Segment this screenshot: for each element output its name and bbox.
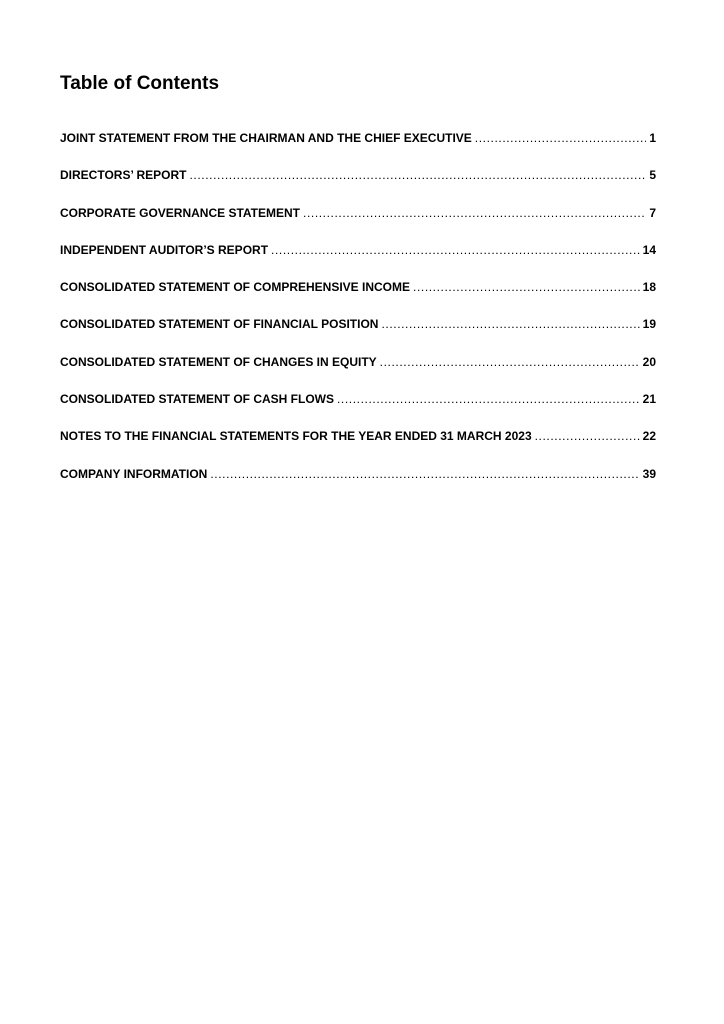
- toc-dot-leader: [189, 167, 646, 183]
- toc-page-number: 18: [642, 280, 656, 295]
- toc-entry-comprehensive-income[interactable]: [60, 279, 656, 316]
- toc-page-number: 1: [649, 131, 656, 145]
- toc-entry-cash-flows[interactable]: [60, 391, 656, 428]
- toc-entry-directors-report[interactable]: [60, 167, 656, 204]
- toc-dot-leader: [413, 279, 640, 295]
- toc-page-number: 7: [649, 205, 656, 220]
- page-title: Table of Contents: [60, 73, 220, 94]
- toc-dot-leader: [210, 466, 639, 482]
- toc-page-number: 39: [642, 466, 656, 481]
- toc-entry-changes-in-equity[interactable]: [60, 354, 656, 391]
- toc-entry-notes-to-financial-statements[interactable]: [60, 428, 656, 465]
- toc-entry-auditor-report[interactable]: [60, 242, 656, 279]
- toc-entry-label: CONSOLIDATED STATEMENT OF FINANCIAL POSITION: [60, 317, 379, 332]
- toc-page-number: 21: [642, 392, 656, 407]
- toc-entry-company-information[interactable]: [60, 466, 656, 503]
- toc-entry-label: CONSOLIDATED STATEMENT OF COMPREHENSIVE INCOME: [60, 280, 411, 295]
- toc-page-number: 22: [642, 429, 656, 444]
- toc-entry-label: COMPANY INFORMATION: [60, 466, 208, 481]
- toc-dot-leader: [303, 205, 646, 221]
- toc-entry-label: NOTES TO THE FINANCIAL STATEMENTS FOR THE YEAR ENDED 31 MARCH 2023: [60, 429, 532, 444]
- toc-list: [60, 130, 656, 503]
- toc-dot-leader: [337, 391, 640, 407]
- toc-entry-label: INDEPENDENT AUDITOR’S REPORT: [60, 242, 269, 257]
- toc-dot-leader: [380, 354, 640, 370]
- toc-entry-financial-position[interactable]: [60, 316, 656, 353]
- toc-dot-leader: [535, 428, 640, 444]
- toc-entry-label: CORPORATE GOVERNANCE STATEMENT: [60, 205, 301, 220]
- toc-page-number: 14: [642, 242, 656, 257]
- toc-entry-corporate-governance[interactable]: [60, 205, 656, 242]
- toc-page-number: 20: [642, 354, 656, 369]
- toc-dot-leader: [381, 316, 639, 332]
- toc-entry-label: JOINT STATEMENT FROM THE CHAIRMAN AND THE CHIEF EXECUTIVE: [60, 131, 472, 145]
- toc-page-number: 5: [649, 168, 656, 183]
- toc-dot-leader: [475, 130, 647, 146]
- toc-entry-label: DIRECTORS’ REPORT: [60, 168, 187, 183]
- toc-entry-label: CONSOLIDATED STATEMENT OF CASH FLOWS: [60, 392, 334, 407]
- toc-entry-chairman-statement[interactable]: [60, 130, 656, 167]
- toc-entry-label: CONSOLIDATED STATEMENT OF CHANGES IN EQUITY: [60, 354, 377, 369]
- toc-dot-leader: [271, 242, 640, 258]
- toc-page-number: 19: [642, 317, 656, 332]
